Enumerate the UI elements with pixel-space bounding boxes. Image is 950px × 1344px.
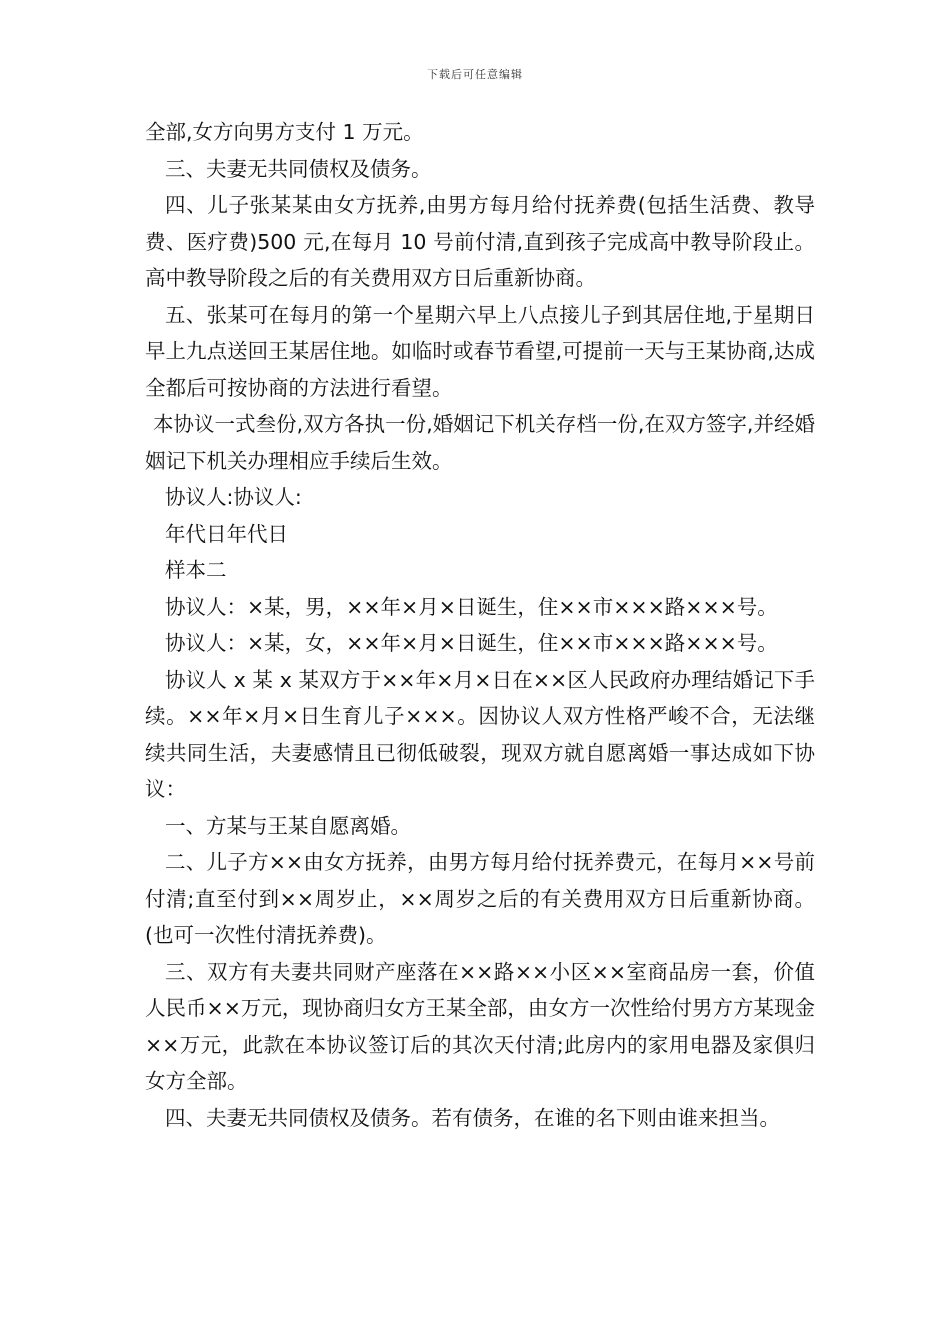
- paragraph-party-female: 协议人：×某，女，××年×月×日诞生，住××市×××路×××号。: [165, 631, 778, 655]
- page-header: 下载后可任意编辑: [427, 68, 523, 81]
- paragraph-item-1-divorce: 一、方某与王某自愿离婚。: [165, 813, 411, 838]
- paragraph-clause-4-child-support: 四、儿子张某某由女方抚养,由男方每月给付抚养费(包括生活费、教导费、医疗费)500 元,在每月 10 号前付清,直到孩子完成高中教导阶段止。高中教导阶段之后的有关费用双方日后重新协商。: [145, 193, 815, 290]
- paragraph-item-3-property: 三、双方有夫妻共同财产座落在××路××小区××室商品房一套，价值人民币××万元，现协商归女方王某全部，由女方一次性给付男方方某现金××万元，此款在本协议签订后的其次天付清;此房内的家用电器及家俱归女方全部。: [145, 959, 815, 1093]
- paragraph-background: 协议人 x 某 x 某双方于××年×月×日在××区人民政府办理结婚记下手续。××年×月×日生育儿子×××。因协议人双方性格严峻不合，无法继续共同生活，夫妻感情且已彻低破裂，现双方就自愿离婚一事达成如下协议：: [145, 667, 815, 801]
- document-body: [145, 114, 815, 1136]
- paragraph-clause-3-debts: 三、夫妻无共同债权及债务。: [165, 156, 432, 181]
- paragraph-agreement-copies: 本协议一式叁份,双方各执一份,婚姻记下机关存档一份,在双方签字,并经婚姻记下机关办理相应手续后生效。: [145, 412, 815, 473]
- paragraph-dates: 年代日年代日: [165, 521, 288, 546]
- paragraph-signatories: 协议人:协议人:: [165, 485, 302, 509]
- paragraph-party-male: 协议人：×某，男，××年×月×日诞生，住××市×××路×××号。: [165, 594, 778, 619]
- paragraph-item-2-custody: 二、儿子方××由女方抚养，由男方每月给付抚养费元，在每月××号前付清;直至付到××周岁止，××周岁之后的有关费用双方日后重新协商。(也可一次性付清抚养费)。: [145, 850, 815, 947]
- paragraph-continuation: 全部,女方向男方支付 1 万元。: [145, 120, 424, 144]
- paragraph-sample-two-heading: 样本二: [165, 558, 227, 582]
- paragraph-clause-5-visitation: 五、张某可在每月的第一个星期六早上八点接儿子到其居住地,于星期日早上九点送回王某居住地。如临时或春节看望,可提前一天与王某协商,达成全都后可按协商的方法进行看望。: [145, 302, 815, 400]
- paragraph-item-4-debts: 四、夫妻无共同债权及债务。若有债务，在谁的名下则由谁来担当。: [165, 1105, 780, 1130]
